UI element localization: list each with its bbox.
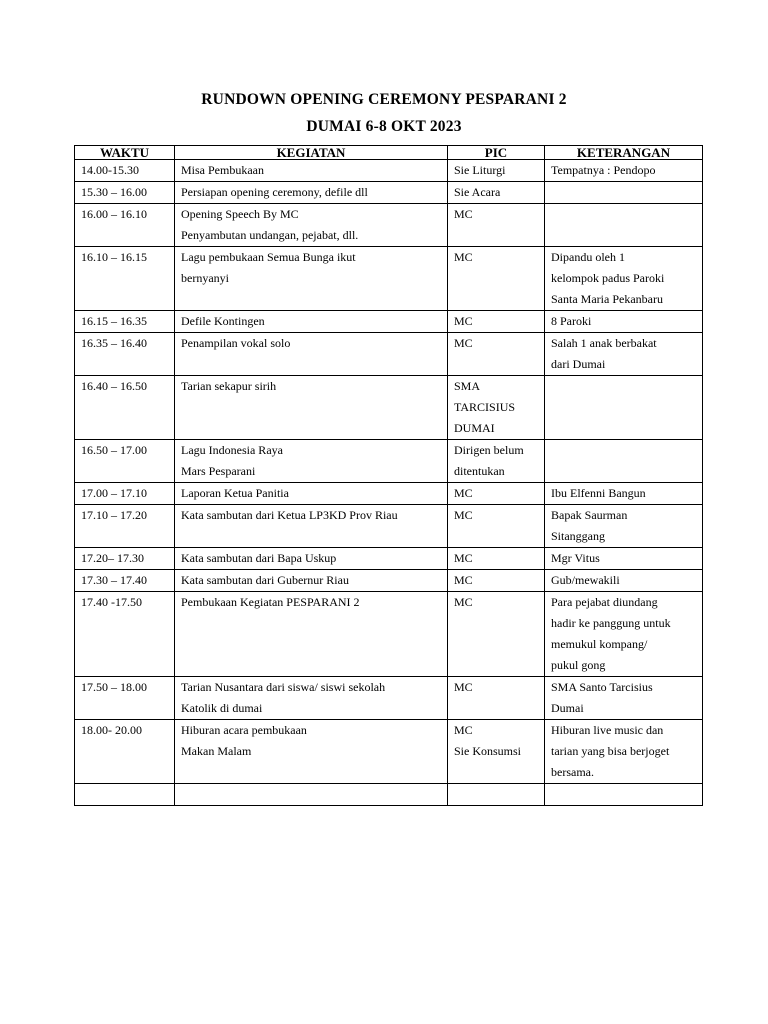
cell-waktu [75, 592, 175, 677]
cell-keterangan [545, 483, 703, 505]
cell-pic [448, 247, 545, 311]
cell-text-line: Kata sambutan dari Ketua LP3KD Prov Riau [181, 508, 398, 522]
cell-text-line: MC [454, 573, 473, 587]
cell-text-line: 17.00 – 17.10 [81, 486, 147, 500]
cell-text-line: Dipandu oleh 1 [551, 250, 625, 264]
cell-kegiatan [175, 160, 448, 182]
cell-text-line: TARCISIUS [454, 400, 516, 414]
cell-text-line: memukul kompang/ [551, 637, 648, 651]
cell-keterangan [545, 160, 703, 182]
cell-waktu [75, 182, 175, 204]
cell-text-line: MC [454, 595, 473, 609]
cell-pic [448, 677, 545, 720]
cell-text-line: kelompok padus Paroki [551, 271, 665, 285]
cell-text-line: Kata sambutan dari Bapa Uskup [181, 551, 337, 565]
cell-text-line: MC [454, 508, 473, 522]
table-row [75, 204, 703, 247]
cell-waktu [75, 548, 175, 570]
cell-text-line: Tempatnya : Pendopo [551, 163, 656, 177]
cell-pic [448, 440, 545, 483]
cell-kegiatan [175, 247, 448, 311]
table-row [75, 677, 703, 720]
cell-text-line: 18.00- 20.00 [81, 723, 142, 737]
cell-keterangan [545, 311, 703, 333]
cell-text-line: bernyanyi [181, 271, 229, 285]
cell-text-line: Misa Pembukaan [181, 163, 264, 177]
cell-text-line: Gub/mewakili [551, 573, 620, 587]
cell-keterangan [545, 204, 703, 247]
cell-text-line: Defile Kontingen [181, 314, 265, 328]
cell-kegiatan [175, 677, 448, 720]
header-kegiatan: KEGIATAN [175, 146, 448, 160]
cell-text-line: Dirigen belum [454, 443, 524, 457]
cell-text-line: 17.10 – 17.20 [81, 508, 147, 522]
cell-kegiatan [175, 204, 448, 247]
cell-keterangan [545, 677, 703, 720]
table-row [75, 160, 703, 182]
cell-text-line: SMA [454, 379, 481, 393]
cell-text-line: Para pejabat diundang [551, 595, 658, 609]
cell-keterangan [545, 720, 703, 784]
cell-text-line: SMA Santo Tarcisius [551, 680, 653, 694]
cell-text-line: Sitanggang [551, 529, 605, 543]
cell-pic [448, 483, 545, 505]
cell-keterangan [545, 376, 703, 440]
cell-text-line: Laporan Ketua Panitia [181, 486, 289, 500]
cell-text-line: Lagu pembukaan Semua Bunga ikut [181, 250, 356, 264]
cell-text-line: Katolik di dumai [181, 701, 263, 715]
cell-text-line: pukul gong [551, 658, 606, 672]
cell-text-line: Opening Speech By MC [181, 207, 299, 221]
cell-text-line: 16.50 – 17.00 [81, 443, 147, 457]
cell-kegiatan [175, 720, 448, 784]
cell-waktu [75, 483, 175, 505]
cell-text-line: 17.50 – 18.00 [81, 680, 147, 694]
table-row [75, 333, 703, 376]
table-row [75, 440, 703, 483]
cell-text-line: Tarian sekapur sirih [181, 379, 277, 393]
cell-waktu [75, 505, 175, 548]
cell-text-line: 16.00 – 16.10 [81, 207, 147, 221]
table-body [75, 160, 703, 806]
cell-text-line: Penyambutan undangan, pejabat, dll. [181, 228, 359, 242]
cell-kegiatan [175, 376, 448, 440]
cell-kegiatan [175, 505, 448, 548]
cell-keterangan [545, 440, 703, 483]
table-row [75, 376, 703, 440]
cell-text-line: 17.20– 17.30 [81, 551, 144, 565]
header-waktu: WAKTU [75, 146, 175, 160]
cell-waktu [75, 311, 175, 333]
cell-keterangan [545, 570, 703, 592]
document-subtitle: DUMAI 6-8 OKT 2023 [306, 118, 462, 135]
cell-waktu [75, 247, 175, 311]
cell-keterangan [545, 784, 703, 806]
cell-text-line: 16.40 – 16.50 [81, 379, 147, 393]
cell-keterangan [545, 247, 703, 311]
cell-text-line: MC [454, 723, 473, 737]
cell-kegiatan [175, 570, 448, 592]
table-row [75, 592, 703, 677]
cell-kegiatan [175, 592, 448, 677]
cell-text-line: bersama. [551, 765, 594, 779]
cell-text-line: ditentukan [454, 464, 505, 478]
cell-pic [448, 505, 545, 548]
cell-keterangan [545, 592, 703, 677]
cell-text-line: Sie Liturgi [454, 163, 506, 177]
cell-text-line: MC [454, 207, 473, 221]
rundown-table [74, 145, 703, 806]
cell-pic [448, 548, 545, 570]
cell-text-line: Makan Malam [181, 744, 252, 758]
cell-text-line: Ibu Elfenni Bangun [551, 486, 646, 500]
cell-text-line: Santa Maria Pekanbaru [551, 292, 663, 306]
cell-kegiatan [175, 483, 448, 505]
cell-text-line: 16.35 – 16.40 [81, 336, 147, 350]
header-pic: PIC [448, 146, 545, 160]
cell-pic [448, 592, 545, 677]
cell-text-line: DUMAI [454, 421, 495, 435]
table-row [75, 548, 703, 570]
cell-text-line: 8 Paroki [551, 314, 592, 328]
cell-text-line: 17.40 -17.50 [81, 595, 142, 609]
cell-text-line: Bapak Saurman [551, 508, 628, 522]
cell-text-line: Pembukaan Kegiatan PESPARANI 2 [181, 595, 360, 609]
cell-text-line: dari Dumai [551, 357, 606, 371]
cell-waktu [75, 440, 175, 483]
cell-waktu [75, 376, 175, 440]
cell-pic [448, 204, 545, 247]
cell-text-line: hadir ke panggung untuk [551, 616, 671, 630]
cell-pic [448, 376, 545, 440]
cell-text-line: MC [454, 551, 473, 565]
cell-waktu [75, 784, 175, 806]
cell-text-line: Persiapan opening ceremony, defile dll [181, 185, 368, 199]
header-keterangan: KETERANGAN [545, 146, 703, 160]
table-row [75, 182, 703, 204]
cell-keterangan [545, 333, 703, 376]
table-row [75, 247, 703, 311]
cell-text-line: Tarian Nusantara dari siswa/ siswi sekolah [181, 680, 386, 694]
cell-text-line: Penampilan vokal solo [181, 336, 291, 350]
cell-text-line: 17.30 – 17.40 [81, 573, 147, 587]
document-title: RUNDOWN OPENING CEREMONY PESPARANI 2 [201, 91, 567, 108]
cell-text-line: 14.00-15.30 [81, 163, 139, 177]
table-row [75, 570, 703, 592]
cell-keterangan [545, 505, 703, 548]
cell-pic [448, 333, 545, 376]
cell-text-line: 15.30 – 16.00 [81, 185, 147, 199]
cell-pic [448, 311, 545, 333]
cell-pic [448, 570, 545, 592]
cell-keterangan [545, 548, 703, 570]
cell-waktu [75, 720, 175, 784]
cell-waktu [75, 333, 175, 376]
cell-text-line: Sie Acara [454, 185, 501, 199]
cell-pic [448, 720, 545, 784]
cell-text-line: tarian yang bisa berjoget [551, 744, 670, 758]
cell-text-line: 16.10 – 16.15 [81, 250, 147, 264]
table-row [75, 505, 703, 548]
cell-text-line: Kata sambutan dari Gubernur Riau [181, 573, 349, 587]
table-row [75, 483, 703, 505]
cell-kegiatan [175, 182, 448, 204]
cell-pic [448, 784, 545, 806]
cell-pic [448, 182, 545, 204]
cell-waktu [75, 570, 175, 592]
cell-kegiatan [175, 784, 448, 806]
cell-text-line: MC [454, 314, 473, 328]
cell-text-line: Mars Pesparani [181, 464, 256, 478]
cell-kegiatan [175, 440, 448, 483]
cell-waktu [75, 677, 175, 720]
cell-kegiatan [175, 333, 448, 376]
cell-kegiatan [175, 311, 448, 333]
table-header-row [75, 146, 703, 160]
cell-text-line: MC [454, 486, 473, 500]
cell-text-line: Mgr Vitus [551, 551, 600, 565]
cell-text-line: Salah 1 anak berbakat [551, 336, 657, 350]
cell-text-line: MC [454, 250, 473, 264]
cell-text-line: Lagu Indonesia Raya [181, 443, 283, 457]
cell-keterangan [545, 182, 703, 204]
cell-text-line: 16.15 – 16.35 [81, 314, 147, 328]
table-row [75, 311, 703, 333]
cell-kegiatan [175, 548, 448, 570]
cell-text-line: MC [454, 336, 473, 350]
cell-text-line: Sie Konsumsi [454, 744, 522, 758]
cell-text-line: Dumai [551, 701, 584, 715]
table-row [75, 784, 703, 806]
table-row [75, 720, 703, 784]
cell-pic [448, 160, 545, 182]
cell-text-line: Hiburan acara pembukaan [181, 723, 307, 737]
cell-waktu [75, 160, 175, 182]
cell-text-line: MC [454, 680, 473, 694]
cell-text-line: Hiburan live music dan [551, 723, 664, 737]
cell-waktu [75, 204, 175, 247]
